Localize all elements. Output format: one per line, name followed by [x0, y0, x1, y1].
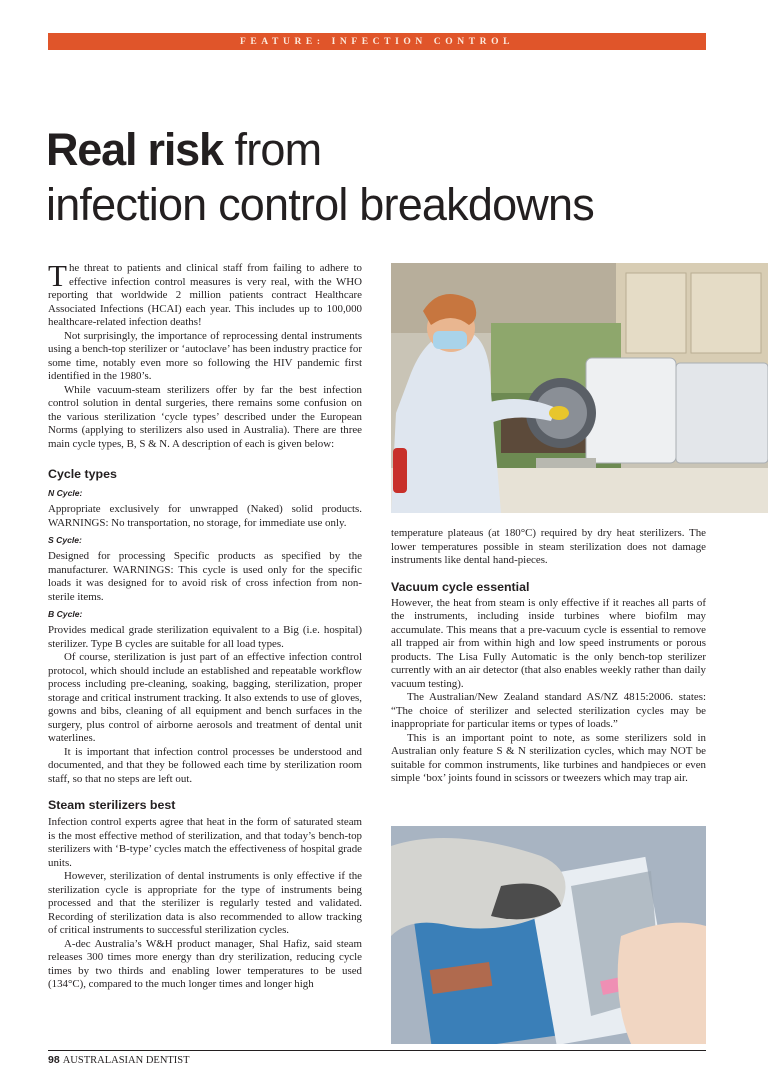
right-column	[391, 527, 706, 786]
cycle-types-heading: Cycle types	[48, 467, 117, 481]
steam-heading: Steam sterilizers best	[48, 798, 176, 812]
intro-p1-text: he threat to patients and clinical staff from failing to adhere to effective infection control measures is very real, with the WHO reporting that worldwide 2 million patients contract Healthcare Associated Infections (HCAI) each year. This includes up to 100,000 healthcare-related infection deaths!	[48, 262, 362, 328]
page-footer	[48, 1054, 190, 1067]
n-cycle-label: N Cycle:	[48, 488, 83, 498]
protocol-paragraph: Of course, sterilization is just part of an effective infection control protocol, which should include an established and repeatable workflow process including pre-cleaning, soaking, bagging, sterilization, proper storage and critical instrument tracking. It also extends to use of gloves, gowns and bibs, cleaning of all equipment and bench surfaces in the surgery, plus control of airborne aerosols and treatment of dental unit waterlines.	[48, 651, 362, 744]
sterilizer-photo	[391, 263, 768, 513]
title-line2: infection control breakdowns	[46, 179, 594, 230]
title-rest: from	[222, 124, 322, 175]
vacuum-paragraph-2: The Australian/New Zealand standard AS/NZ 4815:2006. states: “The choice of sterilizer and selected sterilization cycles may be inappropriate for particular items or types of loads.”	[391, 691, 706, 730]
intro-paragraph-2: Not surprisingly, the importance of reprocessing dental instruments using a bench-top sterilizer or ‘autoclave’ has been industry practice for some time, notably even more so following the HIV pandemic first identified in the 1980’s.	[48, 329, 362, 382]
intro-paragraph-3: While vacuum-steam sterilizers offer by far the best infection control solution in dental surgeries, there remains some confusion on the various sterilization ‘cycle types’ described under the European Norms (applying to sterilizers also used in Australia). There are three main cycle types, B, S & N. A description of each is given below:	[48, 383, 362, 450]
b-cycle-label: B Cycle:	[48, 609, 83, 619]
s-cycle-label: S Cycle:	[48, 535, 82, 545]
intro-paragraph-1	[48, 258, 362, 330]
section-banner: FEATURE: INFECTION CONTROL	[48, 33, 706, 50]
vacuum-heading: Vacuum cycle essential	[391, 579, 530, 594]
drop-cap: T	[48, 258, 67, 293]
article-title	[46, 122, 726, 232]
left-column	[48, 258, 362, 992]
steam-paragraph-1: Infection control experts agree that heat in the form of saturated steam is the most effective method of sterilization, and that today’s bench-top sterilizers with ‘B-type’ cycles match the effectiveness of hospital grade units.	[48, 816, 362, 869]
steam-paragraph-2: However, sterilization of dental instruments is only effective if the sterilization cycle is appropriate for the type of instruments being processed and that the sterilizer is regularly tested and validated. Recording of sterilization data is also recommended to allow tracking of critical instruments to successful sterilization cycles.	[48, 870, 362, 936]
vacuum-paragraph-1: However, the heat from steam is only effective if it reaches all parts of the instruments, including inside turbines where biofilm may accumulate. This means that a pre-vacuum cycle is essential to remove all trapped air from within high and low speed instruments or porous products. The Lisa Fully Automatic is the only bench-top sterilizer currently with an air detector (that also enables weekly rather than daily vacuum testing).	[391, 596, 706, 690]
steam-paragraph-3: A-dec Australia’s W&H product manager, Shal Hafiz, said steam releases 300 times more energy than dry sterilization, reducing cycle times by two thirds and enabling lower temperatures to be used (134°C), compared to the much longer times and longer high	[48, 937, 362, 990]
footer-rule	[48, 1050, 706, 1051]
barcode-scanning-photo	[391, 826, 706, 1044]
title-bold: Real risk	[46, 124, 223, 175]
b-cycle-text: Provides medical grade sterilization equivalent to a Big (i.e. hospital) sterilizer. Type B cycles are suitable for all load types.	[48, 624, 362, 650]
processes-paragraph: It is important that infection control processes be understood and documented, and that they be followed each time by sterilization room staff, so that no steps are left out.	[48, 745, 362, 785]
page-number: 98	[48, 1054, 60, 1066]
s-cycle-text: Designed for processing Specific products as specified by the manufacturer. WARNINGS: This cycle is used only for the specific loads it was designed for to avoid risk of cross infection from non-sterile items.	[48, 550, 362, 603]
continued-paragraph: temperature plateaus (at 180°C) required by dry heat sterilizers. The lower temperatures possible in steam sterilization does not damage instruments like dental hand-pieces.	[391, 527, 706, 566]
n-cycle-text: Appropriate exclusively for unwrapped (Naked) solid products. WARNINGS: No transportation, no storage, for immediate use only.	[48, 503, 362, 529]
publication-name: AUSTRALASIAN DENTIST	[62, 1055, 190, 1066]
vacuum-paragraph-3: This is an important point to note, as some sterilizers sold in Australian only feature S & N sterilization cycles, which may NOT be suitable for common instruments, like turbines and handpieces or even simple ‘box’ joints found in scissors or tweezers which may trap air.	[391, 731, 706, 784]
